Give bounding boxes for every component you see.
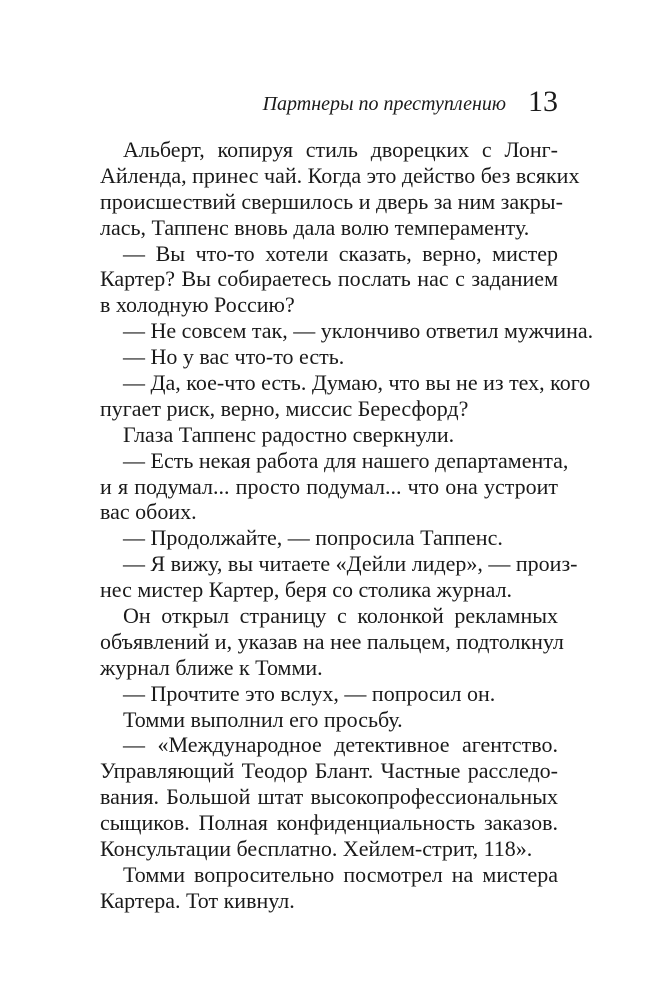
text-line: Картера. Тот кивнул. <box>100 887 295 913</box>
paragraph <box>100 525 558 551</box>
paragraph <box>100 137 580 241</box>
text-line: Управляющий Теодор Блант. Частные расследо- <box>100 758 558 784</box>
paragraph <box>100 603 564 681</box>
text-line: в холодную Россию? <box>100 292 295 318</box>
text-line: Он открыл страницу с колонкой рекламных <box>123 603 558 629</box>
text-line: — Да, кое-что есть. Думаю, что вы не из тех, кого <box>123 370 591 396</box>
running-head <box>100 86 558 120</box>
paragraph <box>100 862 558 914</box>
paragraph <box>100 551 578 603</box>
page-number: 13 <box>528 85 558 118</box>
text-line: объявлений и, указав на нее пальцем, подтолкнул <box>100 628 564 654</box>
paragraph <box>100 732 558 861</box>
running-title: Партнеры по преступлению <box>262 93 506 115</box>
paragraph <box>100 447 569 526</box>
text-line: журнал ближе к Томми. <box>100 654 323 680</box>
text-line: Картер? Вы собираетесь послать нас с заданием <box>100 266 558 292</box>
text-line: — Есть некая работа для нашего департамента, <box>123 447 569 473</box>
text-line: Томми вопросительно посмотрел на мистера <box>123 861 558 887</box>
text-line: — Не совсем так, — уклончиво ответил мужчина. <box>123 318 594 344</box>
body-text <box>100 137 594 914</box>
paragraph <box>100 241 558 319</box>
text-line: — Но у вас что-то есть. <box>123 344 345 370</box>
paragraph <box>100 422 558 448</box>
text-line: сыщиков. Полная конфиденциальность заказов. <box>100 810 558 836</box>
text-line: — «Международное детективное агентство. <box>123 732 558 758</box>
text-line: и я подумал... просто подумал... что она устроит <box>100 473 558 499</box>
paragraph <box>100 370 591 422</box>
text-line: происшествий свершилось и дверь за ним закры- <box>100 188 563 214</box>
text-line: вас обоих. <box>100 499 197 525</box>
text-line: лась, Таппенс вновь дала волю темпераменту. <box>100 214 530 240</box>
text-line: — Прочтите это вслух, — попросил он. <box>123 680 496 706</box>
text-line: — Продолжайте, — попросила Таппенс. <box>123 525 503 551</box>
paragraph <box>100 681 558 707</box>
text-line: Айленда, принес чай. Когда это действо без всяких <box>100 162 580 188</box>
text-line: — Я вижу, вы читаете «Дейли лидер», — произ- <box>123 551 578 577</box>
text-line: пугает риск, верно, миссис Бересфорд? <box>100 395 469 421</box>
text-line: нес мистер Картер, беря со столика журнал. <box>100 577 513 603</box>
paragraph <box>100 344 558 370</box>
paragraph <box>100 707 558 733</box>
text-line: вания. Большой штат высокопрофессиональных <box>100 784 558 810</box>
text-line: Альберт, копируя стиль дворецких с Лонг- <box>123 137 558 162</box>
text-line: — Вы что-то хотели сказать, верно, мистер <box>123 240 558 266</box>
text-line: Консультации бесплатно. Хейлем-стрит, 118». <box>100 836 533 862</box>
paragraph <box>100 318 594 344</box>
text-line: Глаза Таппенс радостно сверкнули. <box>123 421 455 447</box>
text-line: Томми выполнил его просьбу. <box>123 706 403 732</box>
